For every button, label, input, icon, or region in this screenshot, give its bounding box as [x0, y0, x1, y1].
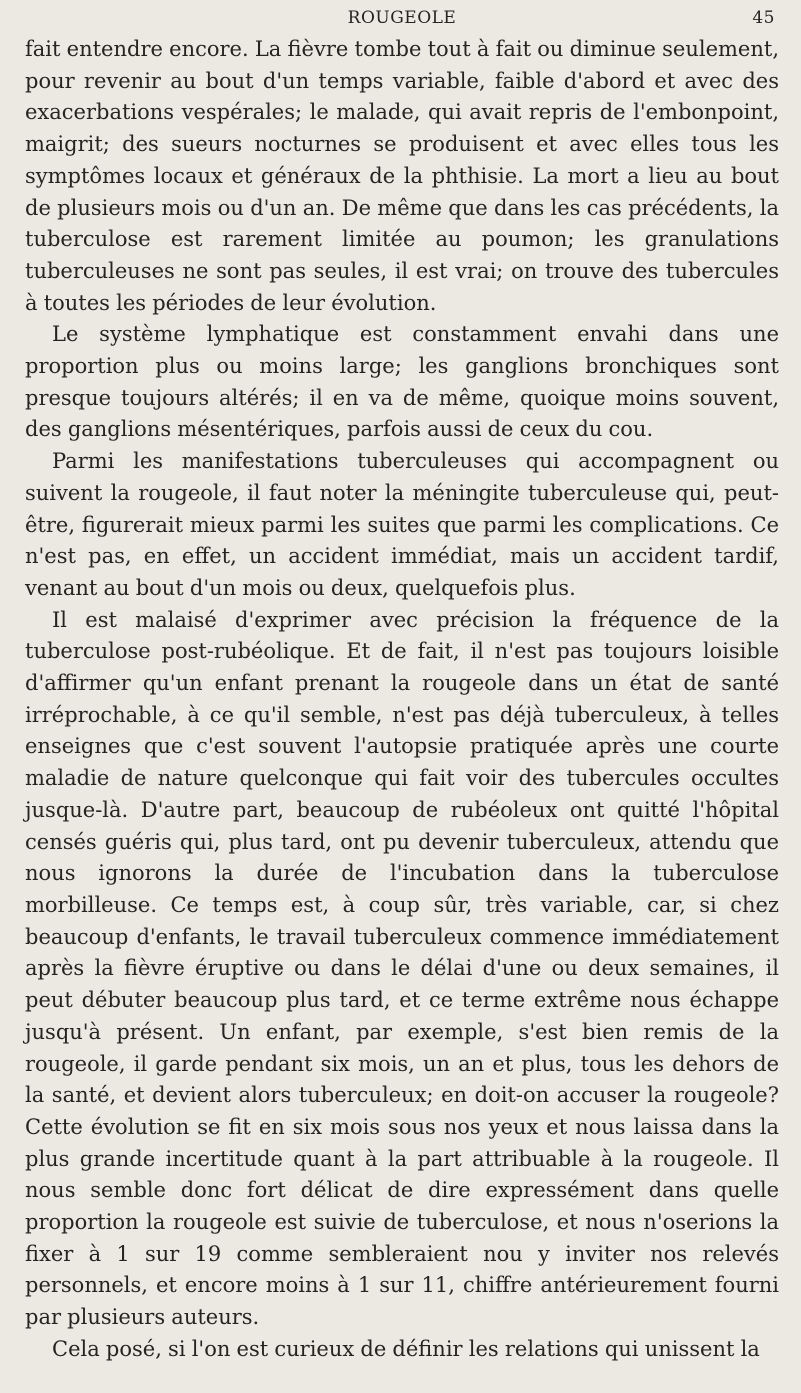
running-head [25, 4, 779, 34]
paragraph-meningitis: Parmi les manifestations tuberculeuses qui accompagnent ou suivent la rougeole, il faut noter la méningite tuberculeuse qui, peut-être, figurerait mieux parmi les suites que parmi les complications. Ce n'est pas, en effet, un accident immédiat, mais un accident tardif, venant au bout d'un mois ou deux, quelquefois plus. [25, 449, 779, 600]
paragraph-frequency: Il est malaisé d'exprimer avec précision la fréquence de la tuberculose post-rubéolique. Et de fait, il n'est pas toujours loisible d'affirmer qu'un enfant prenant la rougeole dans un état de santé irréprochable, à ce qu'il semble, n'est pas déjà tuberculeux, à telles enseignes que c'est souvent l'autopsie pratiquée après une courte maladie de nature quelconque qui fait voir des tubercules occultes jusque-là. D'autre part, beaucoup de rubéoleux ont quitté l'hôpital censés guéris qui, plus tard, ont pu devenir tuberculeux, attendu que nous ignorons la durée de l'incubation dans la tuberculose morbilleuse. Ce temps est, à coup sûr, très variable, car, si chez beaucoup d'enfants, le travail tuberculeux commence immédiatement après la fièvre éruptive ou dans le délai d'une ou deux semaines, il peut débuter beaucoup plus tard, et ce terme extrême nous échappe jusqu'à présent. Un enfant, par exemple, s'est bien remis de la rougeole, il garde pendant six mois, un an et plus, tous les dehors de la santé, et devient alors tuberculeux; en doit-on accuser la rougeole? Cette évolution se fit en six mois sous nos yeux et nous laissa dans la plus grande incertitude quant à la part attribuable à la rougeole. Il nous semble donc fort délicat de dire expressément dans quelle proportion la rougeole est suivie de tuberculose, et nous n'oserions la fixer à 1 sur 19 comme sembleraient nou y inviter nos relevés personnels, et encore moins à 1 sur 11, chiffre antérieurement fourni par plusieurs auteurs. [25, 607, 779, 1330]
body-text [25, 34, 779, 1366]
paragraph-lymphatic-system: Le système lymphatique est constamment envahi dans une proportion plus ou moins large; les ganglions bronchiques sont presque toujours altérés; il en va de même, quoique moins souvent, des ganglions mésentériques, parfois aussi de ceux du cou. [25, 322, 779, 442]
paragraph-continued: fait entendre encore. La fièvre tombe tout à fait ou diminue seulement, pour revenir au bout d'un temps variable, faible d'abord et avec des exacerbations vespérales; le malade, qui avait repris de l'embonpoint, maigrit; des sueurs nocturnes se produisent et avec elles tous les symptômes locaux et généraux de la phthisie. La mort a lieu au bout de plusieurs mois ou d'un an. De même que dans les cas précédents, la tuberculose est rarement limitée au poumon; les granulations tuberculeuses ne sont pas seules, il est vrai; on trouve des tubercules à toutes les périodes de leur évolution. [25, 37, 779, 315]
running-title: ROUGEOLE [347, 8, 457, 28]
page-number: 45 [752, 8, 775, 28]
paragraph-relations: Cela posé, si l'on est curieux de définir les relations qui unissent la [52, 1336, 760, 1361]
